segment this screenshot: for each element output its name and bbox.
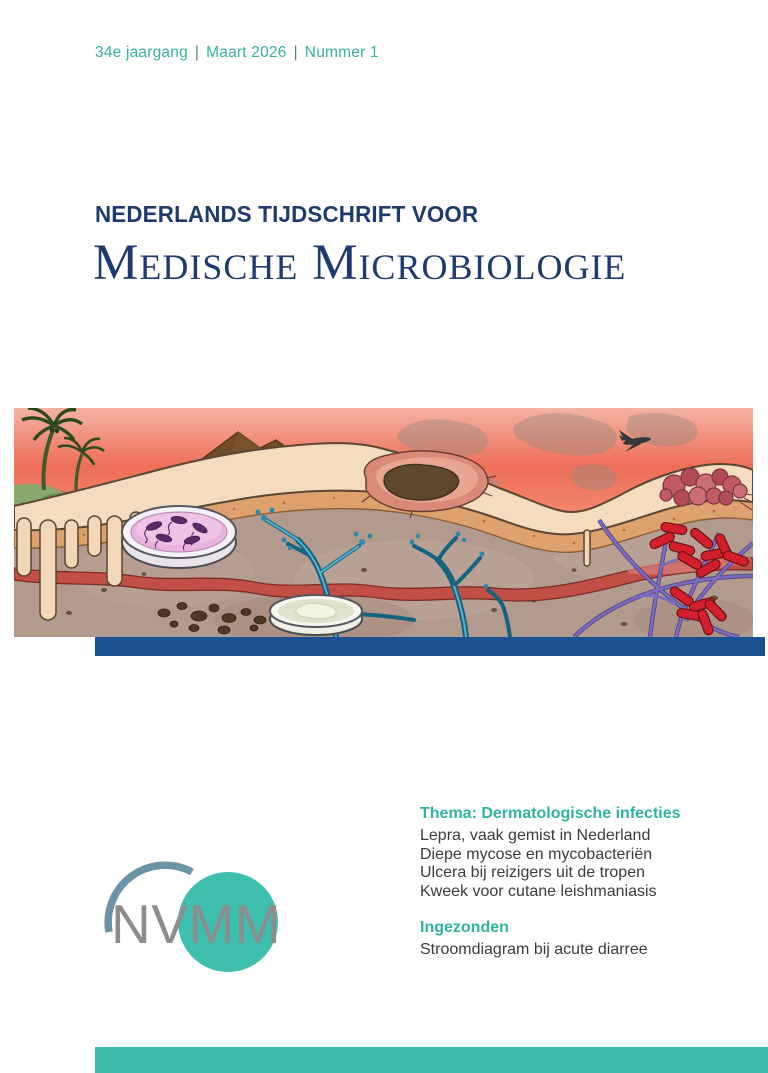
separator: |	[194, 44, 200, 61]
issue-volume: 34e jaargang	[95, 44, 188, 61]
nvmm-logo	[95, 852, 295, 982]
logo-text: NVMM	[111, 893, 282, 955]
table-of-contents	[420, 804, 760, 960]
thema-heading: Thema: Dermatologische infecties	[420, 805, 681, 822]
petri-dish-fungal-colony	[270, 595, 362, 635]
journal-kicker: NEDERLANDS TIJDSCHRIFT VOOR	[95, 201, 479, 227]
toc-item: Lepra, vaak gemist in Nederland	[420, 827, 651, 844]
journal-title: Medische Microbiologie	[93, 235, 627, 291]
footer-bar-teal	[95, 1047, 768, 1073]
issue-number: Nummer 1	[304, 44, 379, 61]
ingezonden-heading: Ingezonden	[420, 919, 509, 937]
divider-bar-navy	[95, 637, 765, 656]
petri-dish-pink-leishmania	[122, 506, 236, 568]
toc-item: Ulcera bij reizigers uit de tropen	[420, 864, 645, 882]
cover-illustration	[14, 408, 753, 637]
toc-item: Kweek voor cutane leishmaniasis	[420, 882, 657, 900]
separator: |	[293, 44, 298, 61]
issue-date: Maart 2026	[206, 44, 287, 61]
issue-info-line	[95, 44, 379, 62]
toc-item: Diepe mycose en mycobacteriën	[420, 845, 653, 863]
toc-item: Stroomdiagram bij acute diarree	[420, 941, 648, 959]
